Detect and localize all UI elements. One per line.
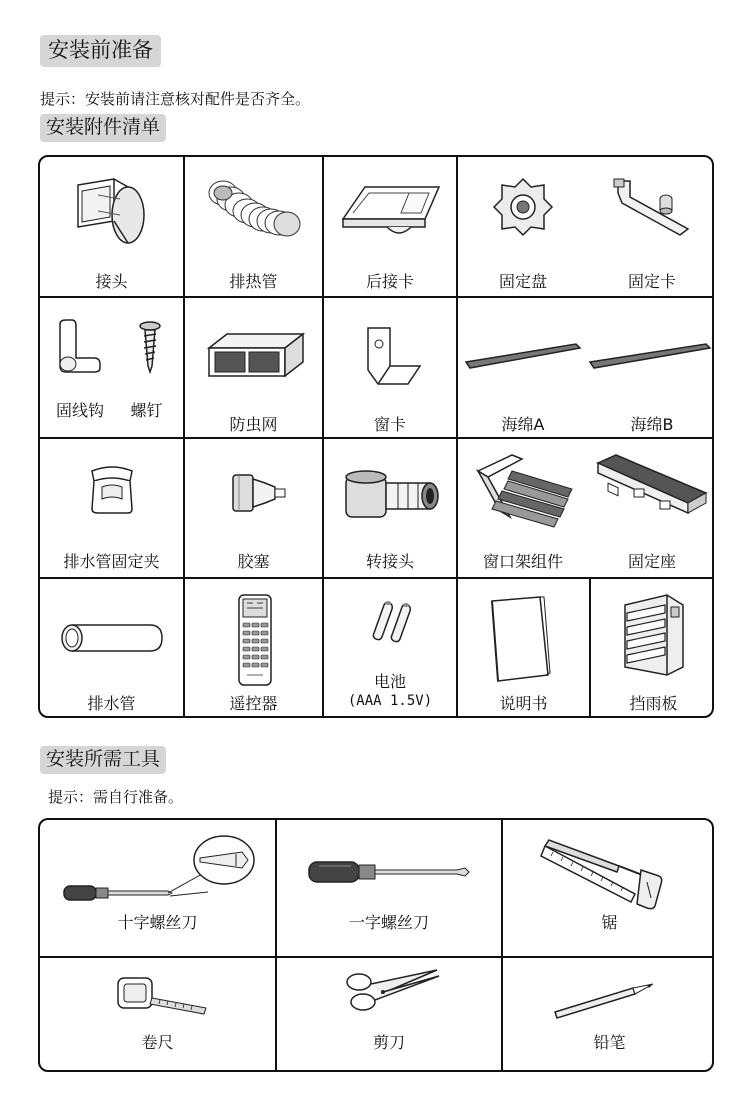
section-subtitle-accessory-list: 安装附件清单 <box>40 114 166 142</box>
accessory-cell-rain-shield <box>591 579 714 718</box>
tape-measure-icon <box>110 974 210 1022</box>
pencil-label: 铅笔 <box>593 1033 626 1052</box>
preparation-hint: 提示：安装前请注意核对配件是否齐全。 <box>40 90 311 108</box>
accessory-cell-pair-2 <box>40 298 185 437</box>
fixing-disc-icon <box>490 175 556 239</box>
insect-screen-label: 防虫网 <box>229 415 278 434</box>
accessory-cell-exhaust-hose <box>185 157 324 296</box>
table-row <box>40 958 712 1072</box>
adapter-icon <box>342 467 442 521</box>
exhaust-hose-icon <box>203 169 307 243</box>
accessory-cell-drain-clamp <box>40 439 185 577</box>
scissors-icon <box>345 966 441 1016</box>
accessory-cell-battery <box>324 579 458 718</box>
phillips-label: 十字螺丝刀 <box>117 913 198 932</box>
accessory-cell-fixing-clip <box>588 157 714 296</box>
fixing-base-icon <box>594 453 708 527</box>
window-kit-icon <box>472 451 578 531</box>
accessory-cell-window-kit <box>458 439 588 577</box>
accessory-cell-drain-pipe <box>40 579 185 718</box>
accessory-cell-fixing-disc <box>458 157 588 296</box>
accessory-cell-remote <box>185 579 324 718</box>
battery-label: 电池 <box>373 672 406 691</box>
sponge-b-icon <box>588 342 712 372</box>
screw-icon <box>138 320 162 372</box>
window-kit-label: 窗口架组件 <box>482 552 563 571</box>
battery-icon <box>370 599 414 643</box>
section-title-tools: 安装所需工具 <box>40 746 166 774</box>
connector-label: 接头 <box>95 272 128 291</box>
table-row <box>40 298 712 439</box>
tool-cell-phillips <box>40 820 277 956</box>
drain-clamp-icon <box>84 465 140 515</box>
flathead-label: 一字螺丝刀 <box>348 913 429 932</box>
accessory-cell-sponge-a <box>458 298 588 437</box>
accessory-cell-sponge-b <box>588 298 714 437</box>
screw-label: 螺钉 <box>130 401 163 420</box>
accessory-cell-fixing-base <box>588 439 714 577</box>
fixing-disc-label: 固定盘 <box>498 272 547 291</box>
scissors-label: 剪刀 <box>372 1033 405 1052</box>
tool-cell-pencil <box>503 958 714 1072</box>
accessory-cell-pair-1 <box>458 157 714 296</box>
insect-screen-icon <box>205 332 305 384</box>
wire-hook-icon <box>54 318 102 374</box>
fixing-base-label: 固定座 <box>627 552 676 571</box>
accessory-cell-insect-screen <box>185 298 324 437</box>
tool-cell-tape <box>40 958 277 1072</box>
accessory-cell-window-clip <box>324 298 458 437</box>
adapter-label: 转接头 <box>365 552 414 571</box>
rear-clip-icon <box>339 179 445 239</box>
window-clip-label: 窗卡 <box>373 415 406 434</box>
rubber-plug-label: 胶塞 <box>237 552 270 571</box>
accessory-cell-screw <box>116 298 185 437</box>
pencil-icon <box>553 980 663 1020</box>
accessory-cell-rear-clip <box>324 157 458 296</box>
hacksaw-icon <box>537 832 667 912</box>
accessory-cell-pair-3 <box>458 298 714 437</box>
rain-shield-label: 挡雨板 <box>629 694 678 713</box>
phillips-screwdriver-icon <box>60 834 260 914</box>
fixing-clip-icon <box>608 175 696 239</box>
accessory-cell-wire-hook <box>40 298 116 437</box>
section-title-preparation: 安装前准备 <box>40 35 161 67</box>
rear-clip-label: 后接卡 <box>365 272 414 291</box>
tool-cell-scissors <box>277 958 503 1072</box>
remote-control-icon <box>237 593 273 687</box>
tool-cell-flathead <box>277 820 503 956</box>
window-clip-icon <box>364 326 424 388</box>
table-row <box>40 439 712 579</box>
drain-clamp-label: 排水管固定夹 <box>63 552 160 571</box>
tools-table <box>38 818 714 1072</box>
tool-cell-saw <box>503 820 714 956</box>
battery-spec-label: (AAA 1.5V) <box>347 693 433 709</box>
flathead-screwdriver-icon <box>307 858 477 888</box>
sponge-a-label: 海绵A <box>501 415 545 434</box>
remote-label: 遥控器 <box>229 694 278 713</box>
exhaust-hose-label: 排热管 <box>229 272 278 291</box>
sponge-a-icon <box>464 342 582 372</box>
wire-hook-label: 固线钩 <box>55 401 104 420</box>
tape-label: 卷尺 <box>141 1033 174 1052</box>
fixing-clip-label: 固定卡 <box>627 272 676 291</box>
accessory-cell-rubber-plug <box>185 439 324 577</box>
table-row <box>40 579 712 718</box>
accessory-cell-manual <box>458 579 591 718</box>
table-row <box>40 157 712 298</box>
drain-pipe-icon <box>58 623 164 653</box>
manual-label: 说明书 <box>499 694 548 713</box>
accessory-cell-adapter <box>324 439 458 577</box>
sponge-b-label: 海绵B <box>630 415 674 434</box>
tools-hint: 提示：需自行准备。 <box>48 788 184 806</box>
accessory-cell-pair-4 <box>458 439 714 577</box>
accessory-table <box>38 155 714 718</box>
manual-icon <box>488 595 552 683</box>
table-row <box>40 820 712 958</box>
accessory-cell-connector <box>40 157 185 296</box>
rubber-plug-icon <box>229 469 289 517</box>
connector-icon <box>72 175 152 247</box>
rain-shield-icon <box>621 591 687 677</box>
drain-pipe-label: 排水管 <box>87 694 136 713</box>
saw-label: 锯 <box>601 913 618 932</box>
